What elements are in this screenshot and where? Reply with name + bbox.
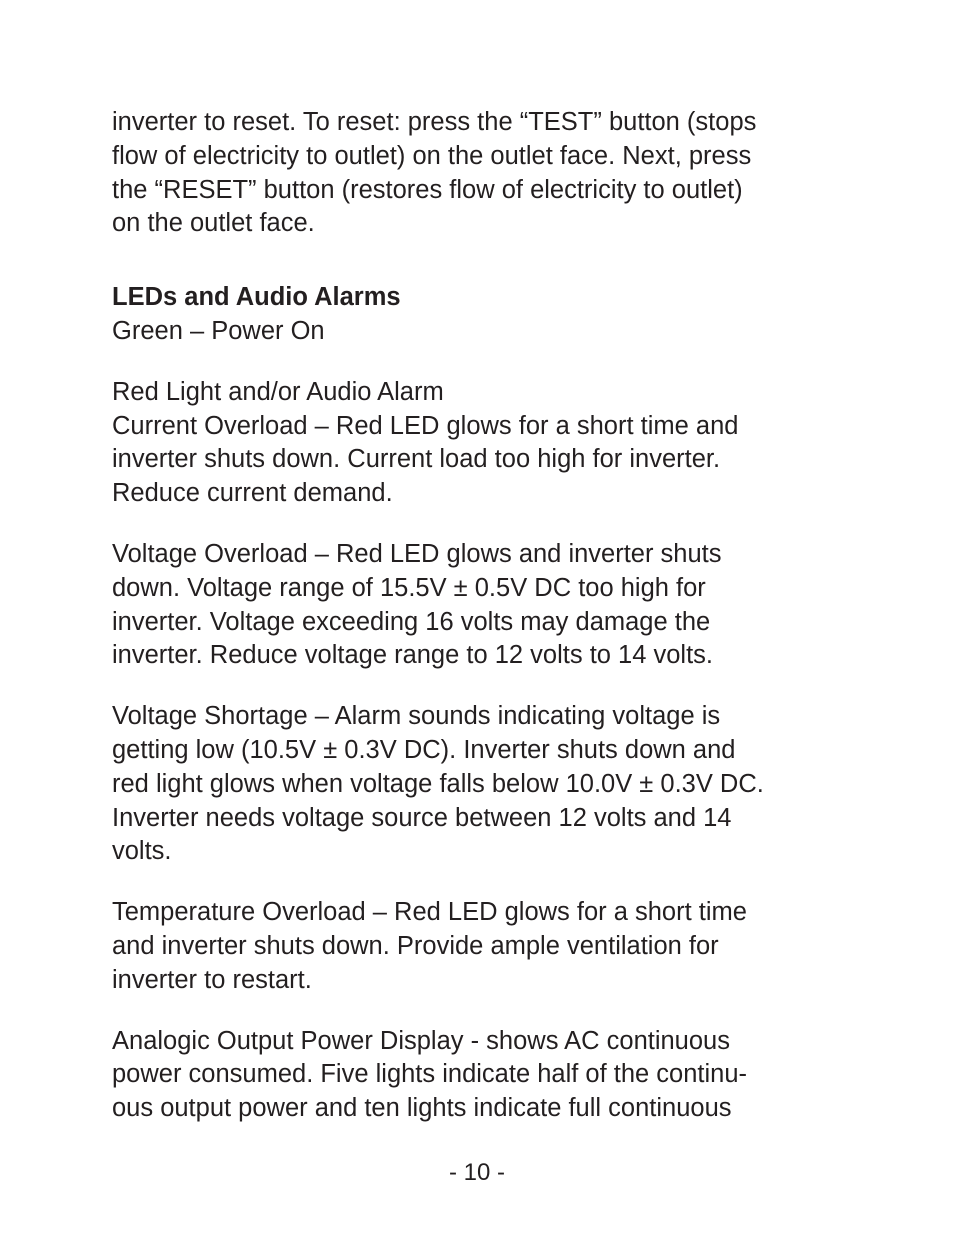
text-line: inverter. Reduce voltage range to 12 volts to 14 volts. xyxy=(112,641,714,670)
text-line: volts. xyxy=(112,837,172,866)
paragraph-voltage-overload xyxy=(112,538,852,673)
text-line: Temperature Overload – Red LED glows for a short time xyxy=(112,898,747,927)
page-number: - 10 - xyxy=(448,1159,505,1186)
text-line: the “RESET” button (restores flow of electricity to outlet) xyxy=(112,175,743,204)
text-line: ous output power and ten lights indicate full continuous xyxy=(112,1094,732,1123)
paragraph-current-overload xyxy=(112,376,852,511)
text-line: on the outlet face. xyxy=(112,209,315,238)
text-line: Voltage Overload – Red LED glows and inverter shuts xyxy=(112,539,722,568)
paragraph-voltage-shortage xyxy=(112,700,852,869)
manual-page-body xyxy=(112,106,852,1126)
section-heading: LEDs and Audio Alarms xyxy=(112,283,401,312)
text-line: Analogic Output Power Display - shows AC continuous xyxy=(112,1026,730,1055)
text-line: inverter to reset. To reset: press the “TEST” button (stops xyxy=(112,108,757,136)
paragraph-output-power-display xyxy=(112,1025,852,1126)
text-line: Green – Power On xyxy=(112,316,325,345)
text-line: Current Overload – Red LED glows for a short time and xyxy=(112,411,739,440)
text-line: getting low (10.5V ± 0.3V DC). Inverter shuts down and xyxy=(112,735,736,764)
text-line: inverter. Voltage exceeding 16 volts may damage the xyxy=(112,607,711,636)
text-line: inverter to restart. xyxy=(112,965,312,994)
paragraph-reset-instructions xyxy=(112,106,852,241)
text-line: Red Light and/or Audio Alarm xyxy=(112,377,444,406)
text-line: red light glows when voltage falls below 10.0V ± 0.3V DC. xyxy=(112,769,764,798)
text-line: power consumed. Five lights indicate half of the continu- xyxy=(112,1060,748,1089)
text-line: Inverter needs voltage source between 12 volts and 14 xyxy=(112,803,732,832)
text-line: and inverter shuts down. Provide ample ventilation for xyxy=(112,931,719,960)
text-line: Reduce current demand. xyxy=(112,479,393,508)
text-line: inverter shuts down. Current load too high for inverter. xyxy=(112,445,721,474)
section-leds-and-audio-alarms xyxy=(112,281,852,349)
text-line: flow of electricity to outlet) on the outlet face. Next, press xyxy=(112,141,752,170)
text-line: Voltage Shortage – Alarm sounds indicating voltage is xyxy=(112,702,721,731)
text-line: down. Voltage range of 15.5V ± 0.5V DC too high for xyxy=(112,573,706,602)
paragraph-temperature-overload xyxy=(112,896,852,997)
